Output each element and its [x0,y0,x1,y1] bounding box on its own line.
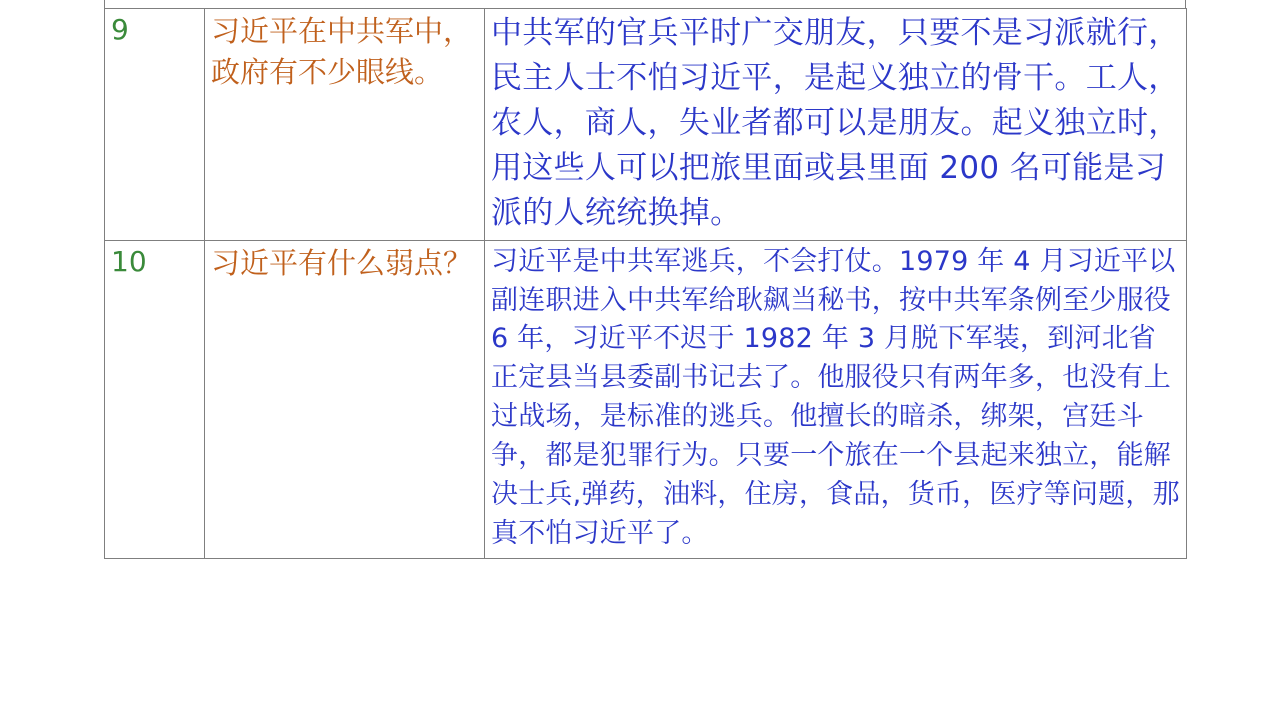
row-number: 9 [105,9,205,241]
row-answer: 习近平是中共军逃兵，不会打仗。1979 年 4 月习近平以副连职进入中共军给耿飙当秘书，按中共军条例至少服役 6 年，习近平不迟于 1982 年 3 月脱下军装，到河北省正定县当县委副书记去了。他服役只有两年多，也没有上过战场，是标准的逃兵。他擅长的暗杀，绑架，宫廷斗争，都是犯罪行为。只要一个旅在一个县起来独立，能解决士兵,弹药，油料，住房，食品，货币，医疗等问题，那真不怕习近平了。 [485,240,1187,558]
table-row [105,240,1187,558]
qa-table [104,8,1187,559]
row-answer: 中共军的官兵平时广交朋友，只要不是习派就行，民主人士不怕习近平，是起义独立的骨干。工人，农人，商人，失业者都可以是朋友。起义独立时，用这些人可以把旅里面或县里面 200 名可能是习派的人统统换掉。 [485,9,1187,241]
table-row [105,9,1187,241]
table-top-edge [104,0,1186,8]
row-question: 习近平有什么弱点？ [205,240,485,558]
row-number: 10 [105,240,205,558]
row-question: 习近平在中共军中，政府有不少眼线。 [205,9,485,241]
